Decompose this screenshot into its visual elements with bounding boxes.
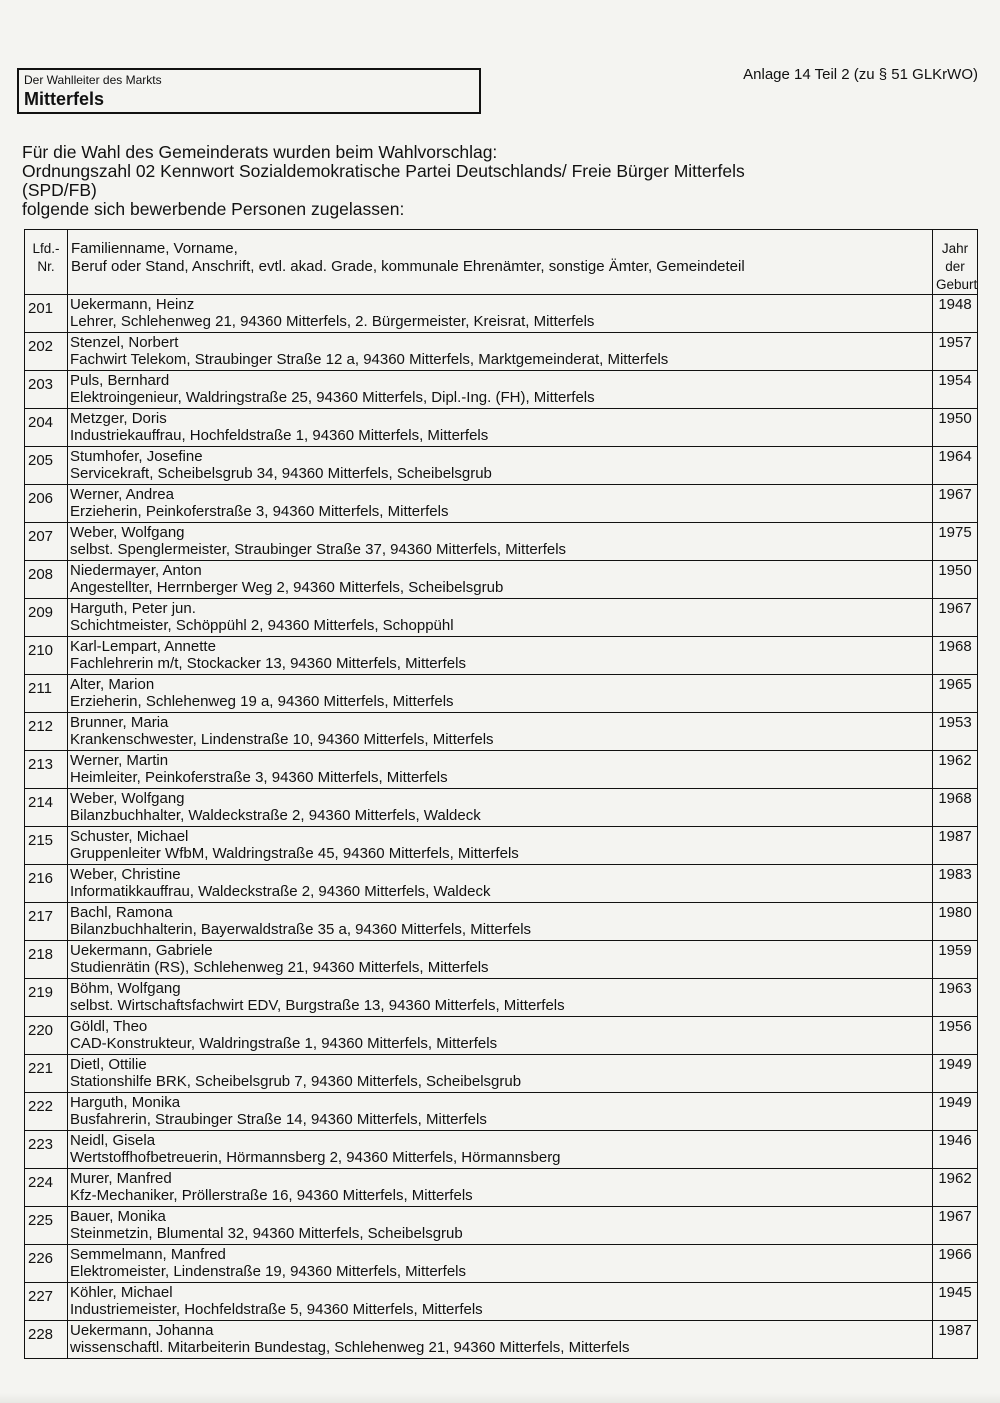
candidate-details: selbst. Spenglermeister, Straubinger Straße 37, 94360 Mitterfels, Mitterfels bbox=[70, 541, 567, 558]
intro-line: folgende sich bewerbende Personen zugelassen: bbox=[22, 199, 405, 219]
candidate-birth-year: 1963 bbox=[933, 979, 978, 1017]
candidate-number: 215 bbox=[25, 827, 68, 865]
table-row bbox=[25, 941, 978, 979]
table-row bbox=[25, 1093, 978, 1131]
candidate-details: Elektromeister, Lindenstraße 19, 94360 Mitterfels, Mitterfels bbox=[70, 1263, 467, 1280]
table-row bbox=[25, 1245, 978, 1283]
candidate-details: Servicekraft, Scheibelsgrub 34, 94360 Mitterfels, Scheibelsgrub bbox=[70, 465, 492, 482]
candidate-info bbox=[68, 713, 933, 751]
table-row bbox=[25, 751, 978, 789]
candidate-info bbox=[68, 295, 933, 333]
candidate-birth-year: 1965 bbox=[933, 675, 978, 713]
table-row bbox=[25, 1017, 978, 1055]
candidate-birth-year: 1968 bbox=[933, 789, 978, 827]
table-row bbox=[25, 1207, 978, 1245]
candidate-birth-year: 1967 bbox=[933, 599, 978, 637]
table-row bbox=[25, 447, 978, 485]
candidate-number: 220 bbox=[25, 1017, 68, 1055]
candidate-details: Krankenschwester, Lindenstraße 10, 94360 Mitterfels, Mitterfels bbox=[70, 731, 494, 748]
candidate-birth-year: 1950 bbox=[933, 409, 978, 447]
candidate-info bbox=[68, 637, 933, 675]
candidate-info bbox=[68, 675, 933, 713]
candidate-info bbox=[68, 903, 933, 941]
candidate-details: Bilanzbuchhalterin, Bayerwaldstraße 35 a, 94360 Mitterfels, Mitterfels bbox=[70, 921, 532, 938]
candidate-details: Heimleiter, Peinkoferstraße 3, 94360 Mitterfels, Mitterfels bbox=[70, 769, 448, 786]
candidate-number: 207 bbox=[25, 523, 68, 561]
candidate-name: Niedermayer, Anton bbox=[70, 562, 202, 579]
table-row bbox=[25, 1169, 978, 1207]
candidate-info bbox=[68, 1245, 933, 1283]
candidate-birth-year: 1949 bbox=[933, 1055, 978, 1093]
candidate-details: Erzieherin, Peinkoferstraße 3, 94360 Mitterfels, Mitterfels bbox=[70, 503, 449, 520]
candidate-name: Puls, Bernhard bbox=[70, 372, 170, 389]
table-row bbox=[25, 1321, 978, 1359]
table-row bbox=[25, 409, 978, 447]
candidate-info bbox=[68, 941, 933, 979]
candidate-info bbox=[68, 333, 933, 371]
column-header-person bbox=[68, 230, 933, 295]
candidate-number: 228 bbox=[25, 1321, 68, 1359]
candidate-number: 219 bbox=[25, 979, 68, 1017]
candidate-birth-year: 1954 bbox=[933, 371, 978, 409]
intro-text bbox=[22, 143, 972, 219]
candidate-details: wissenschaftl. Mitarbeiterin Bundestag, Schlehenweg 21, 94360 Mitterfels, Mitterfels bbox=[70, 1339, 630, 1356]
candidate-details: Informatikkauffrau, Waldeckstraße 2, 94360 Mitterfels, Waldeck bbox=[70, 883, 491, 900]
candidate-number: 217 bbox=[25, 903, 68, 941]
candidate-name: Harguth, Peter jun. bbox=[70, 600, 196, 617]
candidate-info bbox=[68, 751, 933, 789]
candidate-details: Kfz-Mechaniker, Pröllerstraße 16, 94360 Mitterfels, Mitterfels bbox=[70, 1187, 473, 1204]
candidate-name: Stumhofer, Josefine bbox=[70, 448, 203, 465]
candidate-details: Elektroingenieur, Waldringstraße 25, 94360 Mitterfels, Dipl.-Ing. (FH), Mitterfels bbox=[70, 389, 595, 406]
candidate-birth-year: 1987 bbox=[933, 1321, 978, 1359]
candidate-birth-year: 1946 bbox=[933, 1131, 978, 1169]
candidate-birth-year: 1949 bbox=[933, 1093, 978, 1131]
table-row bbox=[25, 789, 978, 827]
candidate-number: 222 bbox=[25, 1093, 68, 1131]
candidate-number: 208 bbox=[25, 561, 68, 599]
candidate-number: 211 bbox=[25, 675, 68, 713]
candidate-number: 221 bbox=[25, 1055, 68, 1093]
candidate-name: Neidl, Gisela bbox=[70, 1132, 156, 1149]
authority-box bbox=[17, 68, 481, 114]
authority-label: Der Wahlleiter des Markts bbox=[24, 73, 162, 87]
candidate-birth-year: 1980 bbox=[933, 903, 978, 941]
candidate-info bbox=[68, 865, 933, 903]
candidate-info bbox=[68, 1283, 933, 1321]
candidate-info bbox=[68, 1093, 933, 1131]
table-row bbox=[25, 637, 978, 675]
candidate-info bbox=[68, 409, 933, 447]
candidate-birth-year: 1959 bbox=[933, 941, 978, 979]
candidate-birth-year: 1962 bbox=[933, 751, 978, 789]
table-row bbox=[25, 561, 978, 599]
candidate-details: selbst. Wirtschaftsfachwirt EDV, Burgstraße 13, 94360 Mitterfels, Mitterfels bbox=[70, 997, 565, 1014]
candidate-number: 226 bbox=[25, 1245, 68, 1283]
candidate-info bbox=[68, 599, 933, 637]
candidate-name: Schuster, Michael bbox=[70, 828, 189, 845]
candidate-birth-year: 1945 bbox=[933, 1283, 978, 1321]
table-row bbox=[25, 523, 978, 561]
candidate-number: 203 bbox=[25, 371, 68, 409]
column-header-person-line2: Beruf oder Stand, Anschrift, evtl. akad. Grade, kommunale Ehrenämter, sonstige Ämter, Gemeindeteil bbox=[71, 258, 745, 275]
candidate-info bbox=[68, 1169, 933, 1207]
candidate-birth-year: 1957 bbox=[933, 333, 978, 371]
candidate-name: Werner, Martin bbox=[70, 752, 169, 769]
candidate-details: Gruppenleiter WfbM, Waldringstraße 45, 94360 Mitterfels, Mitterfels bbox=[70, 845, 519, 862]
candidate-name: Göldl, Theo bbox=[70, 1018, 148, 1035]
candidate-name: Brunner, Maria bbox=[70, 714, 169, 731]
intro-line: (SPD/FB) bbox=[22, 180, 97, 200]
candidate-birth-year: 1964 bbox=[933, 447, 978, 485]
annex-reference: Anlage 14 Teil 2 (zu § 51 GLKrWO) bbox=[743, 66, 978, 83]
table-row bbox=[25, 979, 978, 1017]
candidate-number: 213 bbox=[25, 751, 68, 789]
table-row bbox=[25, 333, 978, 371]
candidate-info bbox=[68, 485, 933, 523]
candidate-number: 209 bbox=[25, 599, 68, 637]
candidate-details: Wertstoffhofbetreuerin, Hörmannsberg 2, 94360 Mitterfels, Hörmannsberg bbox=[70, 1149, 561, 1166]
candidate-number: 214 bbox=[25, 789, 68, 827]
candidate-birth-year: 1956 bbox=[933, 1017, 978, 1055]
candidate-info bbox=[68, 1131, 933, 1169]
candidate-birth-year: 1962 bbox=[933, 1169, 978, 1207]
candidate-info bbox=[68, 1207, 933, 1245]
candidate-details: Schichtmeister, Schöppühl 2, 94360 Mitterfels, Schoppühl bbox=[70, 617, 454, 634]
candidate-details: Lehrer, Schlehenweg 21, 94360 Mitterfels, 2. Bürgermeister, Kreisrat, Mitterfels bbox=[70, 313, 595, 330]
candidate-birth-year: 1950 bbox=[933, 561, 978, 599]
candidate-name: Weber, Wolfgang bbox=[70, 790, 185, 807]
candidate-name: Stenzel, Norbert bbox=[70, 334, 179, 351]
candidate-name: Murer, Manfred bbox=[70, 1170, 172, 1187]
candidate-number: 201 bbox=[25, 295, 68, 333]
candidate-name: Semmelmann, Manfred bbox=[70, 1246, 226, 1263]
candidate-number: 206 bbox=[25, 485, 68, 523]
intro-line: Ordnungszahl 02 Kennwort Sozialdemokratische Partei Deutschlands/ Freie Bürger Mitterfels bbox=[22, 161, 745, 181]
candidate-info bbox=[68, 789, 933, 827]
candidate-info bbox=[68, 523, 933, 561]
table-row bbox=[25, 599, 978, 637]
candidate-number: 204 bbox=[25, 409, 68, 447]
candidate-info bbox=[68, 447, 933, 485]
candidate-details: Busfahrerin, Straubinger Straße 14, 94360 Mitterfels, Mitterfels bbox=[70, 1111, 487, 1128]
candidate-name: Bauer, Monika bbox=[70, 1208, 166, 1225]
authority-place: Mitterfels bbox=[24, 89, 105, 109]
table-row bbox=[25, 1055, 978, 1093]
table-row bbox=[25, 713, 978, 751]
candidate-birth-year: 1966 bbox=[933, 1245, 978, 1283]
candidate-number: 216 bbox=[25, 865, 68, 903]
intro-line: Für die Wahl des Gemeinderats wurden beim Wahlvorschlag: bbox=[22, 142, 498, 162]
table-header-row bbox=[25, 230, 978, 295]
candidate-info bbox=[68, 1017, 933, 1055]
candidate-number: 223 bbox=[25, 1131, 68, 1169]
candidate-number: 210 bbox=[25, 637, 68, 675]
candidate-info bbox=[68, 1055, 933, 1093]
candidate-number: 218 bbox=[25, 941, 68, 979]
table-row bbox=[25, 865, 978, 903]
page-edge bbox=[0, 1393, 1000, 1403]
table-row bbox=[25, 903, 978, 941]
candidate-details: Angestellter, Herrnberger Weg 2, 94360 Mitterfels, Scheibelsgrub bbox=[70, 579, 504, 596]
candidate-name: Karl-Lempart, Annette bbox=[70, 638, 216, 655]
candidate-details: Industriekauffrau, Hochfeldstraße 1, 94360 Mitterfels, Mitterfels bbox=[70, 427, 489, 444]
candidate-details: Industriemeister, Hochfeldstraße 5, 94360 Mitterfels, Mitterfels bbox=[70, 1301, 483, 1318]
table-row bbox=[25, 295, 978, 333]
candidate-details: CAD-Konstrukteur, Waldringstraße 1, 94360 Mitterfels, Mitterfels bbox=[70, 1035, 498, 1052]
candidate-info bbox=[68, 827, 933, 865]
candidate-birth-year: 1983 bbox=[933, 865, 978, 903]
candidate-table bbox=[24, 229, 978, 1359]
candidate-name: Köhler, Michael bbox=[70, 1284, 173, 1301]
candidate-name: Weber, Wolfgang bbox=[70, 524, 185, 541]
table-row bbox=[25, 1131, 978, 1169]
candidate-number: 205 bbox=[25, 447, 68, 485]
candidate-info bbox=[68, 979, 933, 1017]
candidate-number: 224 bbox=[25, 1169, 68, 1207]
candidate-details: Erzieherin, Schlehenweg 19 a, 94360 Mitterfels, Mitterfels bbox=[70, 693, 454, 710]
table-row bbox=[25, 371, 978, 409]
candidate-details: Stationshilfe BRK, Scheibelsgrub 7, 94360 Mitterfels, Scheibelsgrub bbox=[70, 1073, 522, 1090]
table-row bbox=[25, 827, 978, 865]
candidate-details: Bilanzbuchhalter, Waldeckstraße 2, 94360 Mitterfels, Waldeck bbox=[70, 807, 481, 824]
column-header-person-line1: Familienname, Vorname, bbox=[71, 240, 238, 257]
candidate-number: 202 bbox=[25, 333, 68, 371]
candidate-details: Studienrätin (RS), Schlehenweg 21, 94360 Mitterfels, Mitterfels bbox=[70, 959, 489, 976]
table-row bbox=[25, 675, 978, 713]
candidate-number: 212 bbox=[25, 713, 68, 751]
candidate-name: Werner, Andrea bbox=[70, 486, 174, 503]
candidate-details: Fachwirt Telekom, Straubinger Straße 12 a, 94360 Mitterfels, Marktgemeinderat, Mitterfels bbox=[70, 351, 669, 368]
candidate-birth-year: 1953 bbox=[933, 713, 978, 751]
candidate-name: Uekermann, Johanna bbox=[70, 1322, 214, 1339]
candidate-birth-year: 1968 bbox=[933, 637, 978, 675]
candidate-birth-year: 1948 bbox=[933, 295, 978, 333]
table-row bbox=[25, 485, 978, 523]
candidate-name: Metzger, Doris bbox=[70, 410, 167, 427]
candidate-details: Fachlehrerin m/t, Stockacker 13, 94360 Mitterfels, Mitterfels bbox=[70, 655, 466, 672]
candidate-name: Alter, Marion bbox=[70, 676, 155, 693]
candidate-info bbox=[68, 371, 933, 409]
candidate-details: Steinmetzin, Blumental 32, 94360 Mitterfels, Scheibelsgrub bbox=[70, 1225, 463, 1242]
candidate-birth-year: 1975 bbox=[933, 523, 978, 561]
candidate-name: Weber, Christine bbox=[70, 866, 181, 883]
candidate-name: Uekermann, Gabriele bbox=[70, 942, 213, 959]
column-header-nr: Lfd.- Nr. bbox=[25, 230, 68, 295]
candidate-number: 227 bbox=[25, 1283, 68, 1321]
table-row bbox=[25, 1283, 978, 1321]
candidate-number: 225 bbox=[25, 1207, 68, 1245]
column-header-year: Jahr der Geburt bbox=[933, 230, 978, 295]
candidate-name: Dietl, Ottilie bbox=[70, 1056, 147, 1073]
candidate-info bbox=[68, 561, 933, 599]
candidate-birth-year: 1967 bbox=[933, 485, 978, 523]
candidate-birth-year: 1987 bbox=[933, 827, 978, 865]
candidate-birth-year: 1967 bbox=[933, 1207, 978, 1245]
candidate-name: Harguth, Monika bbox=[70, 1094, 181, 1111]
candidate-name: Böhm, Wolfgang bbox=[70, 980, 181, 997]
candidate-name: Bachl, Ramona bbox=[70, 904, 173, 921]
candidate-name: Uekermann, Heinz bbox=[70, 296, 195, 313]
candidate-info bbox=[68, 1321, 933, 1359]
